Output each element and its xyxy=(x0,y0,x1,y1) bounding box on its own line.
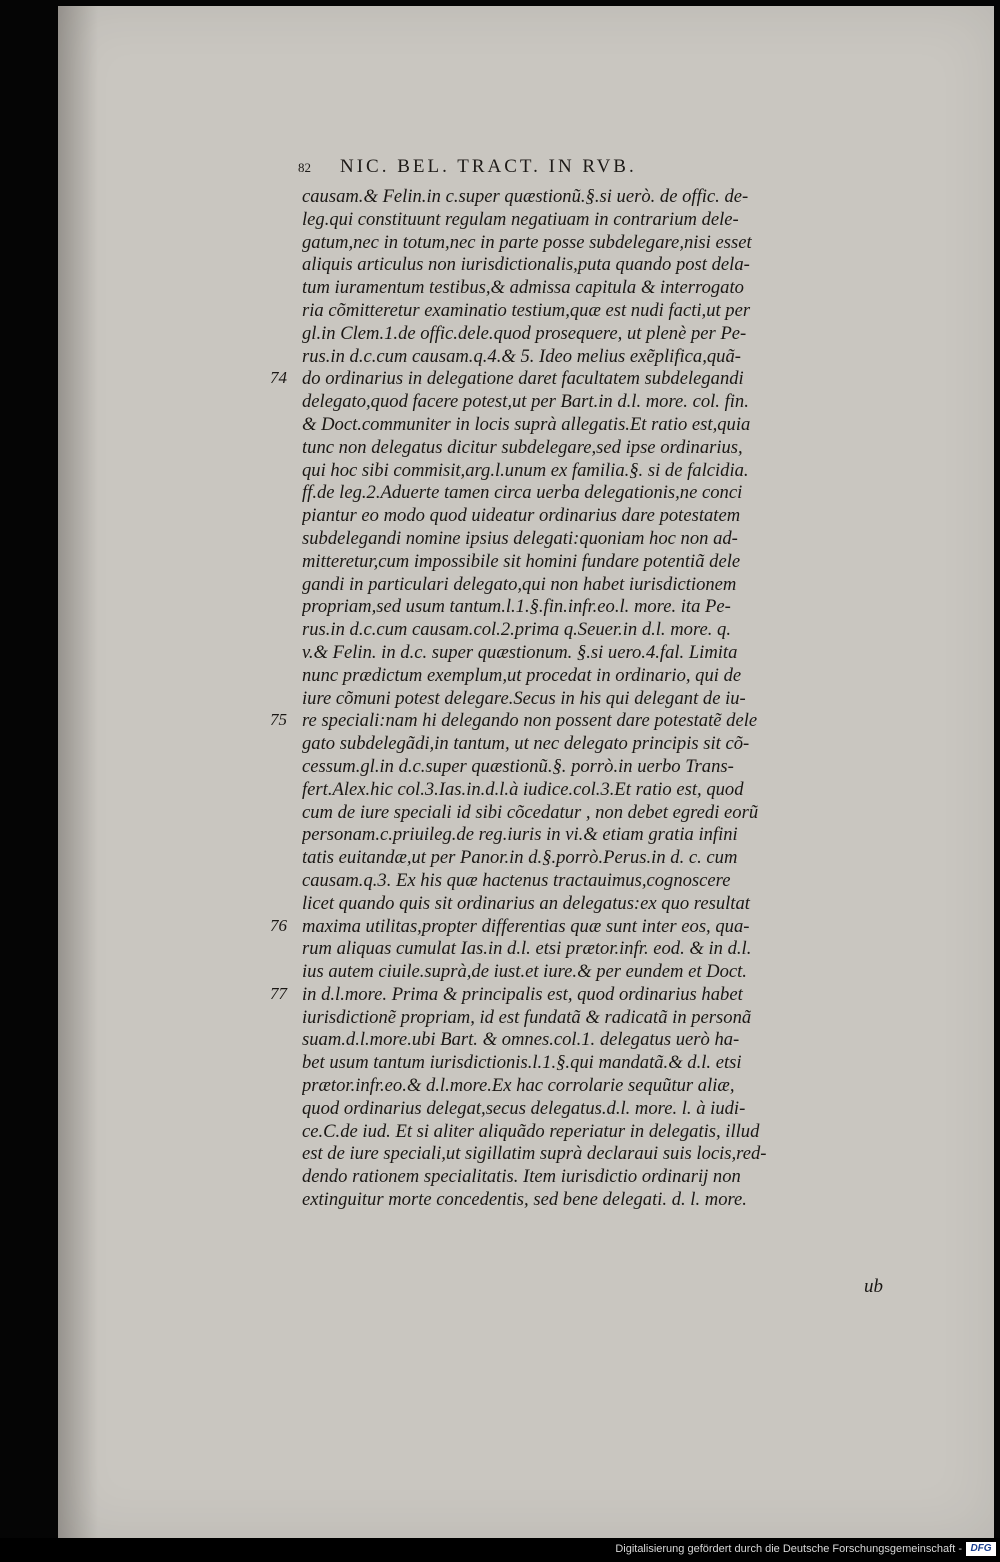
margin-number: 74 xyxy=(270,368,287,388)
text-line: v.& Felin. in d.c. super quæstionum. §.si uero.4.fal. Limita xyxy=(302,641,738,663)
text-line: cessum.gl.in d.c.super quæstionũ.§. porrò.in uerbo Trans- xyxy=(302,755,734,777)
gutter-shadow xyxy=(58,6,98,1538)
dfg-logo: DFG xyxy=(966,1542,996,1556)
text-line: subdelegandi nomine ipsius delegati:quoniam hoc non ad- xyxy=(302,527,738,549)
text-line: mitteretur,cum impossibile sit homini fundare potentiã dele xyxy=(302,550,741,572)
funding-notice: Digitalisierung gefördert durch die Deutsche Forschungsgemeinschaft - xyxy=(615,1543,962,1555)
running-head: NIC. BEL. TRACT. IN RVB. xyxy=(340,156,637,177)
catchword: ub xyxy=(864,1276,883,1297)
text-line: ria cõmitteretur examinatio testium,quæ est nudi facti,ut per xyxy=(302,299,751,321)
text-line: cum de iure speciali id sibi cõcedatur , non debet egredi eorũ xyxy=(302,801,759,823)
text-line: rus.in d.c.cum causam.col.2.prima q.Seuer.in d.l. more. q. xyxy=(302,619,731,641)
text-line: iure cõmuni potest delegare.Secus in his qui delegant de iu- xyxy=(302,687,746,709)
text-line: tunc non delegatus dicitur subdelegare,sed ipse ordinarius, xyxy=(302,436,743,458)
text-line: personam.c.priuileg.de reg.iuris in vi.& etiam gratia infini xyxy=(302,824,738,846)
text-line: & Doct.communiter in locis suprà allegatis.Et ratio est,quia xyxy=(302,413,751,435)
margin-number: 75 xyxy=(270,710,287,730)
text-line: rus.in d.c.cum causam.q.4.& 5. Ideo melius exẽplifica,quã- xyxy=(302,345,741,367)
text-line: gl.in Clem.1.de offic.dele.quod prosequere, ut plenè per Pe- xyxy=(302,322,747,344)
text-line: do ordinarius in delegatione daret facultatem subdelegandi xyxy=(302,368,744,390)
text-line: re speciali:nam hi delegando non possent dare potestatẽ dele xyxy=(302,710,758,732)
text-line: dendo rationem specialitatis. Item iurisdictio ordinarij non xyxy=(302,1166,741,1188)
text-line: ce.C.de iud. Et si aliter aliquãdo reperiatur in delegatis, illud xyxy=(302,1120,760,1142)
text-line: gandi in particulari delegato,qui non habet iurisdictionem xyxy=(302,573,737,595)
margin-number: 76 xyxy=(270,915,287,935)
text-line: causam.& Felin.in c.super quæstionũ.§.si uerò. de offic. de- xyxy=(302,186,749,207)
text-line: propriam,sed usum tantum.l.1.§.fin.infr.eo.l. more. ita Pe- xyxy=(302,596,731,618)
text-line: extinguitur morte concedentis, sed bene delegati. d. l. more. xyxy=(302,1189,747,1211)
text-line: in d.l.more. Prima & principalis est, quod ordinarius habet xyxy=(302,983,743,1005)
text-line: piantur eo modo quod uideatur ordinarius dare potestatem xyxy=(302,505,741,527)
text-line: gato subdelegãdi,in tantum, ut nec delegato principis sit cõ- xyxy=(302,733,750,755)
text-line: ff.de leg.2.Aduerte tamen circa uerba delegationis,ne conci xyxy=(302,482,743,504)
margin-number: 77 xyxy=(270,984,287,1003)
text-line: qui hoc sibi commisit,arg.l.unum ex familia.§. si de falcidia. xyxy=(302,459,749,481)
text-line: causam.q.3. Ex his quæ hactenus tractauimus,cognoscere xyxy=(302,869,731,891)
text-line: bet usum tantum iurisdictionis.l.1.§.qui mandatã.& d.l. etsi xyxy=(302,1052,742,1074)
text-line: ius autem ciuile.suprà,de iust.et iure.& per eundem et Doct. xyxy=(302,961,747,983)
page-number: 82 xyxy=(298,160,311,175)
text-line: maxima utilitas,propter differentias quæ sunt inter eos, qua- xyxy=(302,915,750,937)
text-line: nunc prædictum exemplum,ut procedat in ordinario, qui de xyxy=(302,664,742,686)
page-header xyxy=(298,156,818,182)
text-line: suam.d.l.more.ubi Bart. & omnes.col.1. delegatus uerò ha- xyxy=(302,1029,740,1051)
footer-bar xyxy=(0,1538,1000,1562)
text-line: leg.qui constituunt regulam negatiuam in contrarium dele- xyxy=(302,208,739,230)
text-line: prætor.infr.eo.& d.l.more.Ex hac corrolarie sequũtur aliæ, xyxy=(302,1075,735,1097)
text-line: aliquis articulus non iurisdictionalis,puta quando post dela- xyxy=(302,254,750,276)
text-line: delegato,quod facere potest,ut per Bart.in d.l. more. col. fin. xyxy=(302,391,749,413)
text-line: iurisdictionẽ propriam, id est fundatã & radicatã in personã xyxy=(302,1006,752,1028)
text-line: gatum,nec in totum,nec in parte posse subdelegare,nisi esset xyxy=(302,231,752,253)
text-line: quod ordinarius delegat,secus delegatus.d.l. more. l. à iudi- xyxy=(302,1097,746,1119)
main-text-block xyxy=(302,186,902,1212)
text-line: rum aliquas cumulat Ias.in d.l. etsi prætor.infr. eod. & in d.l. xyxy=(302,938,752,960)
text-line: licet quando quis sit ordinarius an delegatus:ex quo resultat xyxy=(302,892,750,914)
text-line: tatis euitandæ,ut per Panor.in d.§.porrò.Perus.in d. c. cum xyxy=(302,847,738,869)
text-line: tum iuramentum testibus,& admissa capitula & interrogato xyxy=(302,277,744,299)
text-line: fert.Alex.hic col.3.Ias.in.d.l.à iudice.col.3.Et ratio est, quod xyxy=(302,778,744,800)
text-line: est de iure speciali,ut sigillatim suprà declaraui suis locis,red- xyxy=(302,1143,767,1165)
